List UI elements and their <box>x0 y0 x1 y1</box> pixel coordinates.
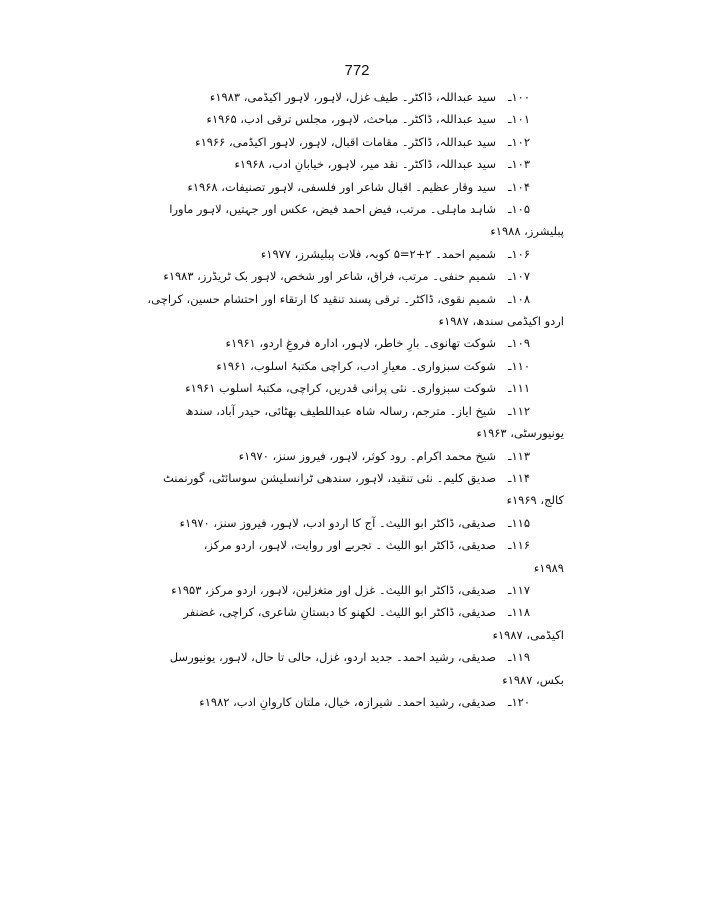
entry-number: ۱۰۹ـ <box>508 336 530 351</box>
entry-number: ۱۱۳ـ <box>508 448 530 463</box>
entry-text: شوکت سبزواری۔ معیارِ ادب، کراچی مکتبۂ اسلوب، ۱۹۶۱ء <box>216 358 496 373</box>
entry-text: سید وقار عظیم۔ اقبال شاعر اور فلسفی، لاہور تصنیفات، ۱۹۶۸ء <box>187 179 496 194</box>
bibliography-entry <box>169 198 530 220</box>
entry-text: سید عبداللہ، ڈاکٹر۔ مباحث، لاہور، مجلس ترقی ادب، ۱۹۶۵ء <box>206 112 496 127</box>
entry-number: ۱۱۶ـ <box>508 538 530 553</box>
bibliography-entry <box>163 265 530 287</box>
entry-continuation: یونیورسٹی، ۱۹۶۳ء <box>476 426 564 441</box>
entry-text: شیخ محمد اکرام۔ رود کوثر، لاہور، فیروز سنز، ۱۹۷۰ء <box>238 448 496 463</box>
bibliography-list <box>147 86 564 713</box>
entry-number: ۱۰۳ـ <box>508 157 530 172</box>
bibliography-entry <box>185 243 530 265</box>
entry-number: ۱۰۸ـ <box>508 291 530 306</box>
entry-text: شیخ ایاز۔ مترجم، رسالہ شاہ عبداللطیف بھٹائی، حیدر آباد، سندھ <box>185 403 496 418</box>
entry-text: شاہد ماہلی۔ مرتب، فیض احمد فیض، عکس اور جہتیں، لاہور ماورا <box>169 202 496 217</box>
entry-text: سید عبداللہ، ڈاکٹر۔ طیف غزل، لاہور، لاہور اکیڈمی، ۱۹۸۳ء <box>209 90 496 104</box>
entry-number: ۱۰۱ـ <box>508 112 530 127</box>
bibliography-entry <box>185 534 530 556</box>
entry-text: صدیقی، ڈاکٹر ابو اللیث ۔ تجربے اور روایت، لاہور، اردو مرکز، <box>203 538 496 553</box>
entry-continuation: کالج، ۱۹۶۹ء <box>506 493 564 508</box>
entry-continuation: اکیڈمی، ۱۹۸۷ء <box>492 627 564 642</box>
entry-continuation: بکس، ۱۹۸۷ء <box>502 672 564 687</box>
entry-number: ۱۰۷ـ <box>508 269 530 284</box>
entry-number: ۱۰۵ـ <box>508 202 530 217</box>
bibliography-entry <box>185 332 530 354</box>
entry-number: ۱۰۰ـ <box>508 90 530 104</box>
entry-number: ۱۱۲ـ <box>508 403 530 418</box>
bibliography-entry <box>169 646 530 668</box>
entry-text: شمیم احمد۔ ۲+۲=۵ کوبہ، فلات پبلیشرز، ۱۹۷۷ء <box>260 246 496 261</box>
bibliography-entry <box>163 467 530 489</box>
bibliography-entry <box>185 153 530 175</box>
bibliography-entry <box>171 579 530 601</box>
entry-text: شوکت تھانوی۔ بارِ خاطر، لاہور، ادارہ فروغِ اردو، ۱۹۶۱ء <box>225 336 496 351</box>
entry-text: شمیم نقوی، ڈاکٹر۔ ترقی پسند تنقید کا ارتقاء اور احتشام حسین، کراچی، <box>147 291 496 306</box>
entry-continuation: اردو اکیڈمی سندھ، ۱۹۸۷ء <box>438 314 564 329</box>
entry-text: صدیقی، رشید احمد۔ شیرازہ، خیال، ملتان کاروانِ ادب، ۱۹۸۲ء <box>199 694 496 709</box>
entry-text: شمیم حنفی۔ مرتب، فراق، شاعر اور شخص، لاہور بک ٹریڈرز، ۱۹۸۳ء <box>163 269 496 284</box>
entry-text: صدیقی، ڈاکٹر ابو اللیث۔ غزل اور متغزلین، لاہور، اردو مرکز، ۱۹۵۳ء <box>171 582 496 597</box>
bibliography-entry <box>185 601 530 623</box>
entry-number: ۱۱۱ـ <box>508 381 530 396</box>
entry-number: ۱۱۸ـ <box>508 605 530 620</box>
entry-number: ۱۰۴ـ <box>508 179 530 194</box>
entry-number: ۱۱۰ـ <box>508 358 530 373</box>
entry-number: ۱۲۰ـ <box>508 694 530 709</box>
entry-text: صدیقی، ڈاکٹر ابو اللیث۔ آج کا اردو ادب، لاہور، فیروز سنز، ۱۹۷۰ء <box>179 515 496 530</box>
bibliography-entry <box>185 691 530 713</box>
entry-number: ۱۱۵ـ <box>508 515 530 530</box>
bibliography-entry <box>185 355 530 377</box>
entry-number: ۱۱۴ـ <box>508 470 530 485</box>
entry-text: سید عبداللہ، ڈاکٹر۔ مقامات اقبال، لاہور، لاہور اکیڈمی، ۱۹۶۶ء <box>195 134 496 149</box>
bibliography-entry <box>185 108 530 130</box>
entry-number: ۱۰۶ـ <box>508 246 530 261</box>
entry-text: سید عبداللہ، ڈاکٹر۔ نقد میر، لاہور، خیابانِ ادب، ۱۹۶۸ء <box>234 157 496 172</box>
entry-number: ۱۰۲ـ <box>508 134 530 149</box>
page-number: 772 <box>344 62 370 79</box>
bibliography-entry <box>185 400 530 422</box>
bibliography-entry <box>185 377 530 399</box>
entry-text: صدیق کلیم۔ نئی تنقید، لاہور، سندھی ٹرانسلیشن سوسائٹی، گورنمنٹ <box>163 470 496 485</box>
bibliography-entry <box>185 445 530 467</box>
bibliography-entry <box>185 131 530 153</box>
entry-continuation: ۱۹۸۹ء <box>533 560 564 575</box>
bibliography-entry <box>147 288 530 310</box>
entry-number: ۱۱۷ـ <box>508 582 530 597</box>
entry-text: صدیقی، ڈاکٹر ابو اللیث۔ لکھنو کا دبستانِ شاعری، کراچی، غضنفر <box>183 605 496 620</box>
bibliography-entry <box>185 86 530 108</box>
entry-number: ۱۱۹ـ <box>508 650 530 665</box>
entry-continuation: پبلیشرز، ۱۹۸۸ء <box>490 224 564 239</box>
entry-text: شوکت سبزواری۔ نئی پرانی قدریں، کراچی، مکتبۂ اسلوب ۱۹۶۱ء <box>185 381 496 396</box>
entry-text: صدیقی، رشید احمد۔ جدید اردو، غزل، حالی تا حال، لاہور، یونیورسل <box>169 650 496 665</box>
bibliography-entry <box>185 176 530 198</box>
bibliography-entry <box>179 512 530 534</box>
